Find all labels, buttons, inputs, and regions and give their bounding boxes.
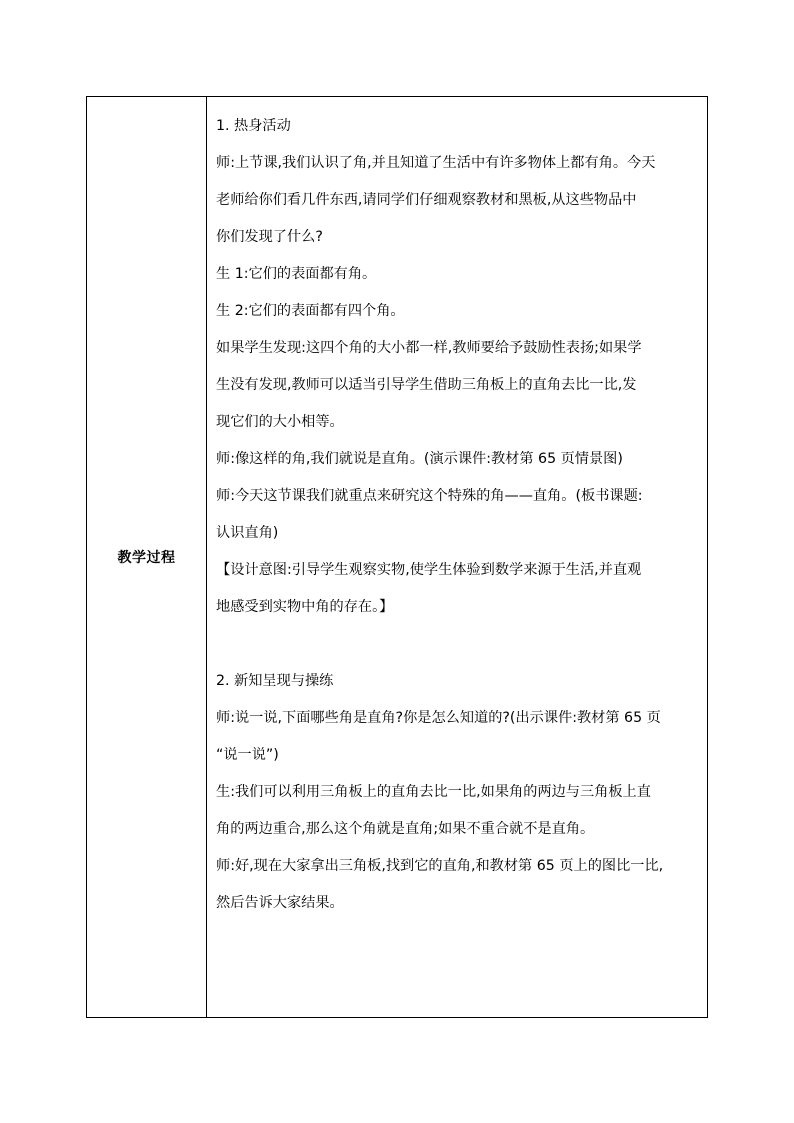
text-line: 你们发现了什么? [216, 229, 323, 245]
text-line: 生:我们可以利用三角板上的直角去比一比,如果角的两边与三角板上直 [216, 784, 651, 800]
text-line: 如果学生发现:这四个角的大小都一样,教师要给予鼓励性表扬;如果学 [216, 340, 642, 356]
text-line: 师:像这样的角,我们就说是直角。(演示课件:教材第 65 页情景图) [216, 451, 623, 467]
lesson-plan-table [86, 96, 708, 1018]
text-line: 师:说一说,下面哪些角是直角?你是怎么知道的?(出示课件:教材第 65 页 [216, 710, 661, 726]
text-line: 生没有发现,教师可以适当引导学生借助三角板上的直角去比一比,发 [216, 377, 637, 393]
text-line: 师:今天这节课我们就重点来研究这个特殊的角——直角。(板书课题: [216, 488, 643, 504]
text-line: “说一说”) [216, 747, 279, 763]
text-line: 生 1:它们的表面都有角。 [216, 266, 377, 282]
text-line: 老师给你们看几件东西,请同学们仔细观察教材和黑板,从这些物品中 [216, 192, 637, 208]
row-label-cell [87, 97, 207, 1017]
section-heading-new-knowledge: 2. 新知呈现与操练 [216, 673, 334, 689]
text-line: 然后告诉大家结果。 [216, 895, 344, 911]
section-heading-warmup: 1. 热身活动 [216, 118, 291, 134]
text-line: 生 2:它们的表面都有四个角。 [216, 303, 405, 319]
text-line: 现它们的大小相等。 [216, 414, 344, 430]
content-cell [207, 97, 707, 1017]
text-line: 角的两边重合,那么这个角就是直角;如果不重合就不是直角。 [216, 821, 595, 837]
text-line: 认识直角) [216, 525, 279, 541]
row-label: 教学过程 [117, 550, 176, 566]
text-line: 师:上节课,我们认识了角,并且知道了生活中有许多物体上都有角。今天 [216, 155, 656, 171]
text-line: 师:好,现在大家拿出三角板,找到它的直角,和教材第 65 页上的图比一比, [216, 858, 664, 874]
design-intent-line: 【设计意图:引导学生观察实物,使学生体验到数学来源于生活,并直观 [216, 562, 642, 578]
blank-line [216, 626, 701, 663]
design-intent-line: 地感受到实物中角的存在。】 [216, 599, 394, 615]
